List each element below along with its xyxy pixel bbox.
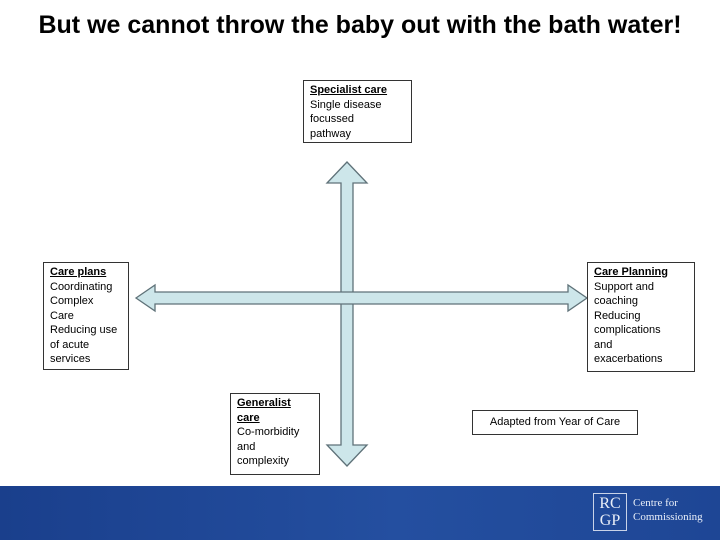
specialist-line: pathway [310,127,351,140]
generalist-line: Co-morbidity [237,426,300,438]
attribution-text: Adapted from Year of Care [489,416,621,429]
attribution-box [472,410,638,435]
generalist-line: complexity [237,455,289,467]
care-plans-line: Care [50,309,74,322]
care-plans-box [43,262,129,370]
centre-for-commissioning-label [633,496,713,524]
care-planning-line: Support and [594,280,654,293]
care-plans-heading: Care plans [50,266,107,278]
org-line1: Centre for [633,497,678,509]
care-planning-box [587,262,695,372]
vertical-double-arrow [327,162,367,466]
care-planning-line: coaching [594,295,639,307]
generalist-heading-line1: Generalist [237,397,291,409]
generalist-care-box [230,393,320,475]
care-planning-line: exacerbations [594,353,663,365]
care-plans-line: Complex [50,295,94,307]
specialist-line: Single disease [310,98,382,111]
slide-title: But we cannot throw the baby out with the bath water! [38,11,682,39]
logo-line1: RC [599,495,621,512]
care-plans-line: services [50,353,91,365]
logo-line2: GP [599,512,621,529]
rcgp-logo [593,493,627,531]
care-planning-line: Reducing [594,309,641,322]
care-planning-line: and [594,338,613,351]
care-planning-line: complications [594,324,661,336]
care-plans-line: of acute [50,338,90,351]
specialist-care-box [303,80,412,143]
generalist-line: and [237,440,256,453]
horizontal-double-arrow [136,285,587,311]
org-line2: Commissioning [633,511,703,523]
care-plans-line: Reducing use [50,324,118,336]
specialist-line: focussed [310,113,355,125]
specialist-care-heading: Specialist care [310,84,388,96]
care-planning-heading: Care Planning [594,266,668,278]
care-plans-line: Coordinating [50,280,113,293]
generalist-heading-line2: care [237,411,260,424]
